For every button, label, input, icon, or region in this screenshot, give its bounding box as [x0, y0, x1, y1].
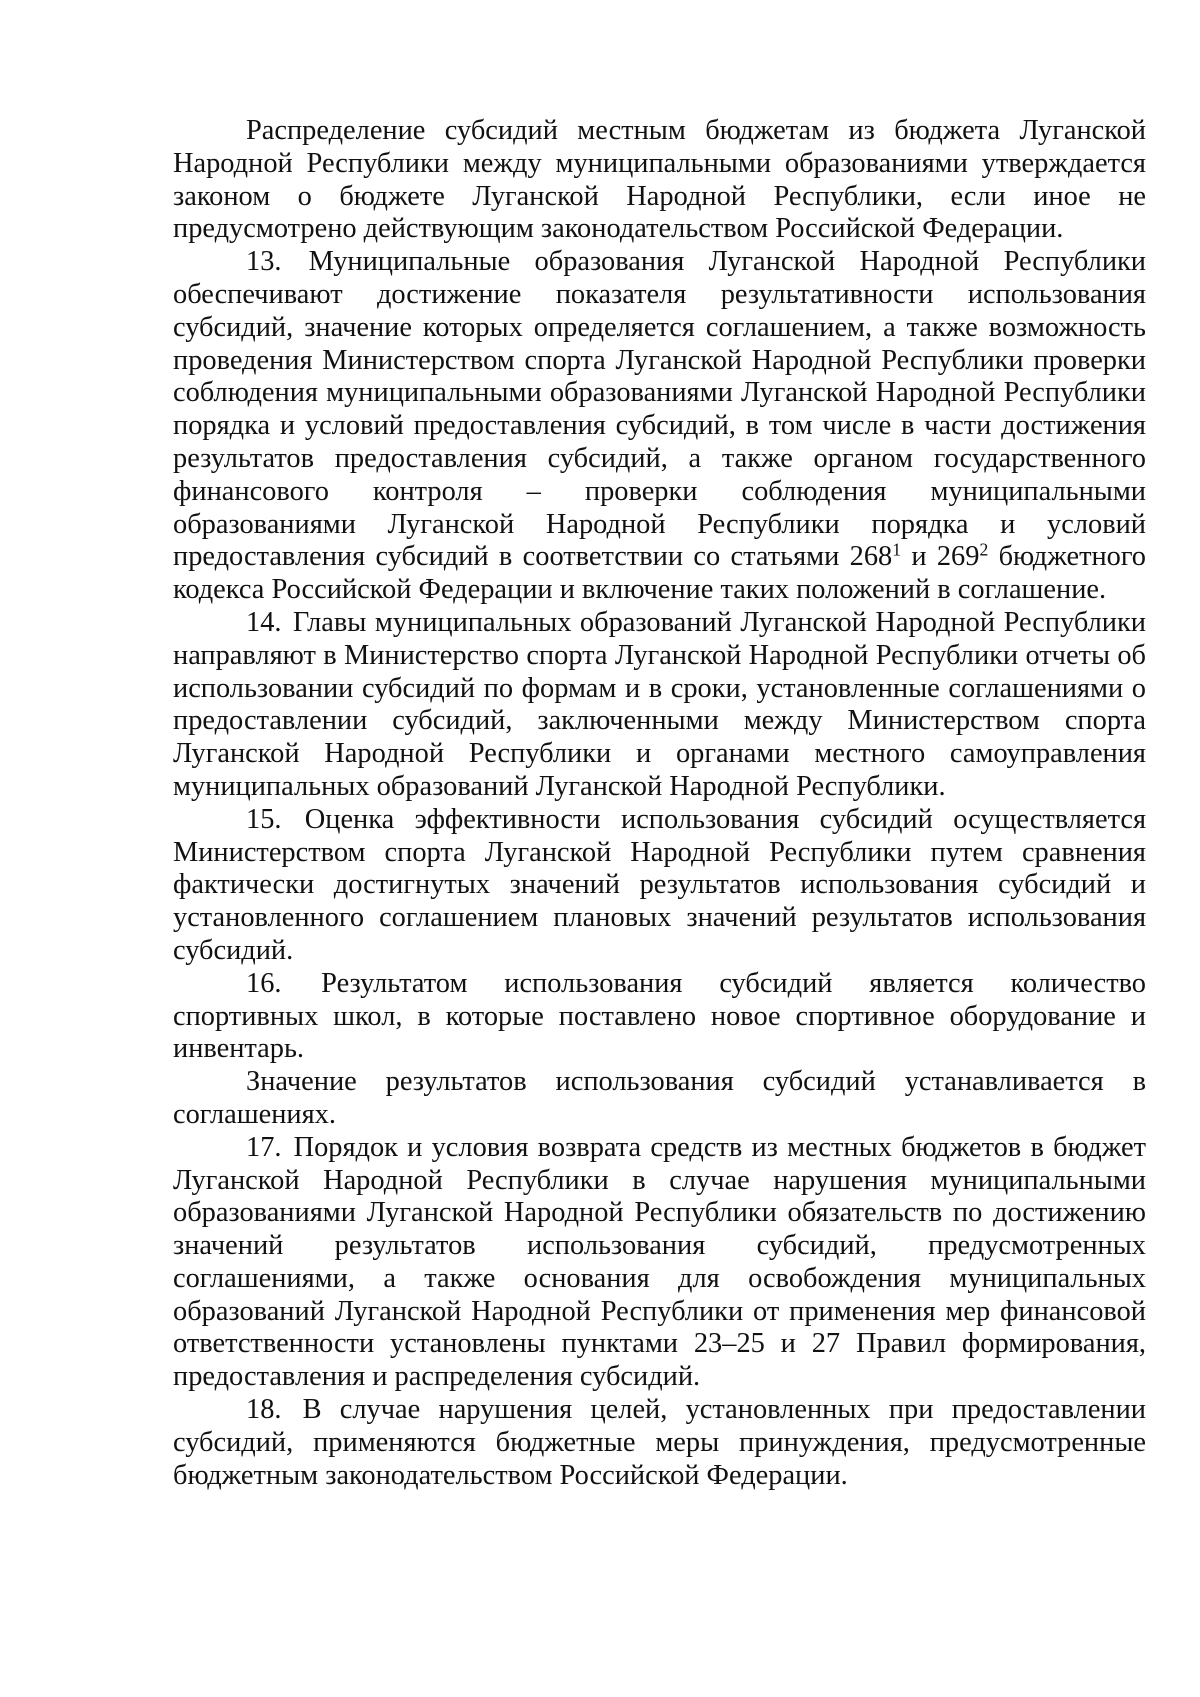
paragraph-15 — [173, 804, 1146, 968]
paragraph-number: 14. — [246, 606, 290, 638]
paragraph-16 — [173, 968, 1146, 1066]
paragraph-text-middle: и 269 — [901, 541, 980, 573]
paragraph-text: Распределение субсидий местным бюджетам из бюджета Луганской Народной Республики между муниципальными образованиями утверждается законом о бюджете Луганской Народной Республики, если иное не предусмотрено действующим законодательством Российской Федерации. — [173, 115, 1146, 245]
paragraph-number: 17. — [246, 1131, 291, 1163]
paragraph-16-value — [173, 1066, 1146, 1132]
paragraph-text-end: бюджетного кодекса Российской Федерации и включение таких положений в соглашение. — [173, 541, 1146, 606]
paragraph-text: Значение результатов использования субсидий устанавливается в соглашениях. — [173, 1066, 1146, 1130]
paragraph-text: Муниципальные образования Луганской Народной Республики обеспечивают достижение показателя результативности использования субсидий, значение которых определяется соглашением, а также возможность проведения Министерством спорта Луганской Народной Республики проверки соблюдения муниципальными образованиями Луганской Народной Республики порядка и условий предоставления субсидий, в том числе в части достижения результатов предоставления субсидий, а также органом государственного финансового контроля – проверки соблюдения муниципальными образованиями Луганской Народной Республики порядка и условий предоставления субсидий в соответствии со статьями 268 — [173, 246, 1146, 573]
paragraph-text: Порядок и условия возврата средств из местных бюджетов в бюджет Луганской Народной Республики в случае нарушения муниципальными образованиями Луганской Народной Республики обязательств по достижению значений результатов использования субсидий, предусмотренных соглашениями, а также основания для освобождения муниципальных образований Луганской Народной Республики от применения мер финансовой ответственности установлены пунктами 23–25 и 27 Правил формирования, предоставления и распределения субсидий. — [173, 1131, 1146, 1393]
paragraph-17 — [173, 1132, 1146, 1394]
paragraph-text: Главы муниципальных образований Луганской Народной Республики направляют в Министерство спорта Луганской Народной Республики отчеты об использовании субсидий по формам и в сроки, установленные соглашениями о предоставлении субсидий, заключенными между Министерством спорта Луганской Народной Республики и органами местного самоуправления муниципальных образований Луганской Народной Республики. — [173, 606, 1146, 802]
paragraph-text: Результатом использования субсидий является количество спортивных школ, в которые поставлено новое спортивное оборудование и инвентарь. — [173, 967, 1147, 1065]
paragraph-number: 16. — [246, 967, 319, 999]
paragraph-text: В случае нарушения целей, установленных при предоставлении субсидий, применяются бюджетные меры принуждения, предусмотренные бюджетным законодательством Российской Федерации. — [173, 1394, 1147, 1491]
superscript-article-2: 2 — [979, 539, 989, 560]
paragraph-distribution — [173, 115, 1146, 246]
paragraph-number: 18. — [246, 1394, 300, 1426]
superscript-article-1: 1 — [892, 539, 902, 560]
paragraph-number: 15. — [246, 803, 302, 835]
paragraph-14 — [173, 607, 1146, 804]
document-page — [173, 115, 1146, 1492]
paragraph-text: Оценка эффективности использования субсидий осуществляется Министерством спорта Луганской Народной Республики путем сравнения фактически достигнутых значений результатов использования субсидий и установленного соглашением плановых значений результатов использования субсидий. — [173, 803, 1147, 966]
paragraph-13 — [173, 246, 1146, 607]
paragraph-number: 13. — [246, 246, 306, 278]
paragraph-18 — [173, 1394, 1146, 1492]
